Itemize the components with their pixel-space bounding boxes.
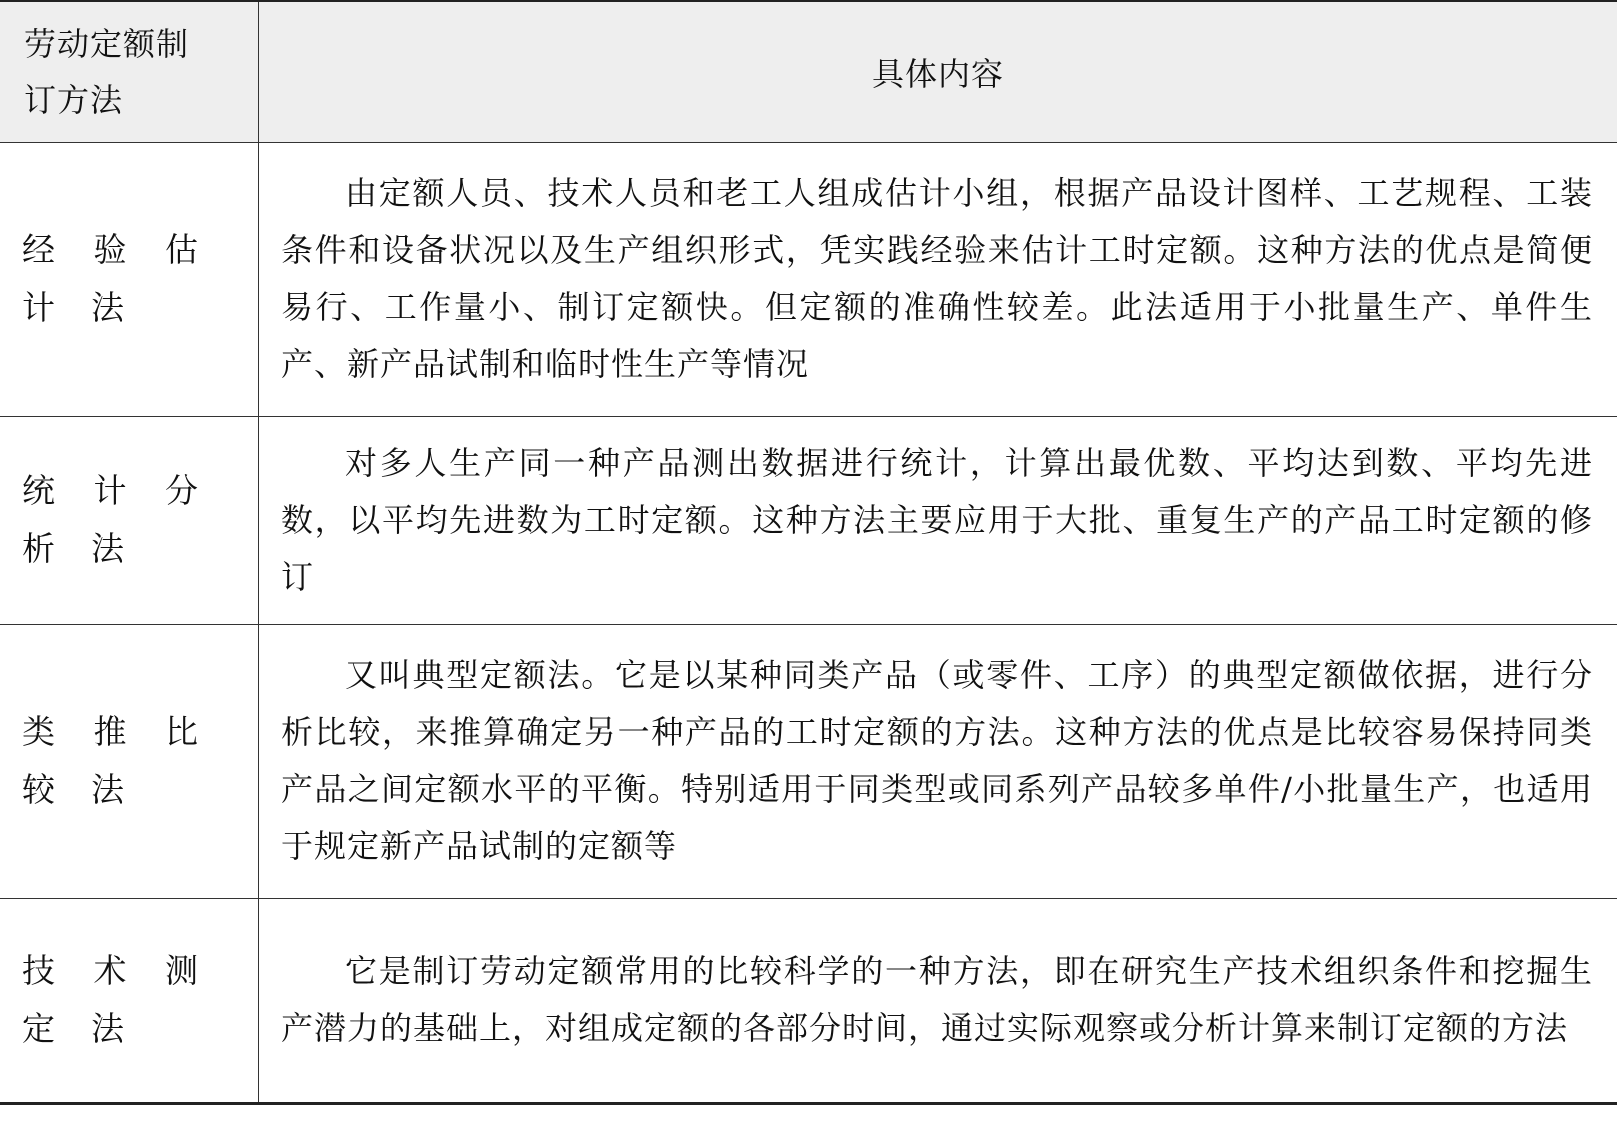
table-body [0, 142, 1617, 1103]
method-cell [0, 416, 259, 624]
header-method-label: 劳动定额制订方法 [24, 24, 190, 119]
method-cell [0, 142, 259, 416]
method-cell [0, 624, 259, 898]
content-cell [259, 416, 1617, 624]
table-row [0, 624, 1617, 898]
content-cell [259, 898, 1617, 1103]
method-cell [0, 898, 259, 1103]
header-row [0, 1, 1617, 142]
method-description: 由定额人员、技术人员和老工人组成估计小组，根据产品设计图样、工艺规程、工装条件和设备状况以及生产组织形式，凭实践经验来估计工时定额。这种方法的优点是简便易行、工作量小、制订定额快。但定额的准确性较差。此法适用于小批量生产、单件生产、新产品试制和临时性生产等情况 [281, 174, 1593, 383]
method-name: 技术测定法 [22, 951, 234, 1048]
method-name: 经验估计法 [22, 230, 234, 327]
method-description: 又叫典型定额法。它是以某种同类产品（或零件、工序）的典型定额做依据，进行分析比较，来推算确定另一种产品的工时定额的方法。这种方法的优点是比较容易保持同类产品之间定额水平的平衡。特别适用于同类型或同系列产品较多单件/小批量生产，也适用于规定新产品试制的定额等 [281, 656, 1593, 865]
header-content-label: 具体内容 [871, 54, 1004, 93]
method-name: 统计分析法 [22, 471, 234, 568]
method-name: 类推比较法 [22, 712, 234, 809]
header-cell-content [259, 1, 1617, 142]
header-cell-method [0, 1, 259, 142]
method-description: 对多人生产同一种产品测出数据进行统计，计算出最优数、平均达到数、平均先进数，以平均先进数为工时定额。这种方法主要应用于大批、重复生产的产品工时定额的修订 [281, 443, 1593, 596]
table-row [0, 898, 1617, 1103]
content-cell [259, 624, 1617, 898]
table-row [0, 416, 1617, 624]
table-row [0, 142, 1617, 416]
content-cell [259, 142, 1617, 416]
method-description: 它是制订劳动定额常用的比较科学的一种方法，即在研究生产技术组织条件和挖掘生产潜力的基础上，对组成定额的各部分时间，通过实际观察或分析计算来制订定额的方法 [281, 952, 1593, 1047]
table-header [0, 1, 1617, 142]
